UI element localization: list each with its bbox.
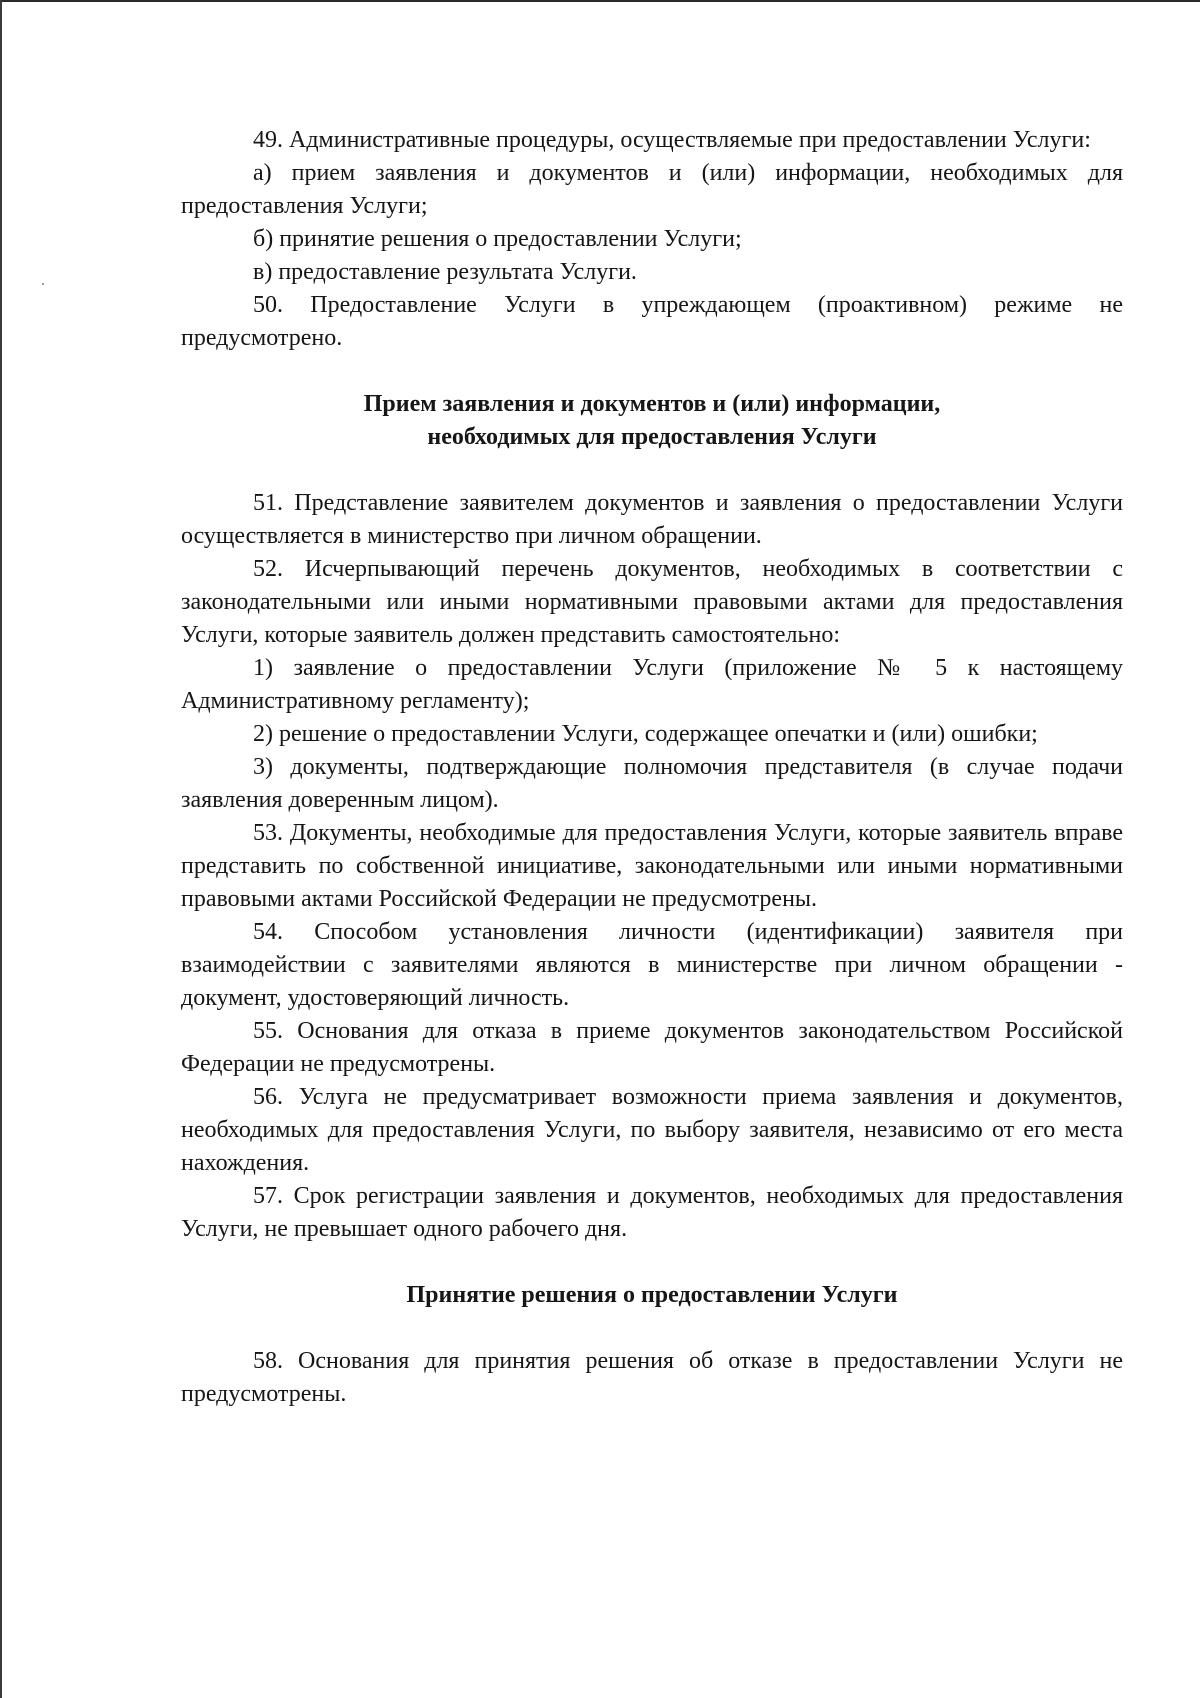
section-heading-application-receipt: [181, 388, 1123, 454]
paragraph-58: 58. Основания для принятия решения об отказе в предоставлении Услуги не предусмотрены.: [181, 1348, 1123, 1407]
scan-edge-left: [0, 0, 2, 1698]
paragraph-52-item-2: 2) решение о предоставлении Услуги, содержащее опечатки и (или) ошибки;: [253, 721, 1038, 747]
paragraph-49: 49. Административные процедуры, осуществляемые при предоставлении Услуги:: [253, 127, 1091, 153]
section-heading-line-1: Прием заявления и документов и (или) информации,: [363, 391, 941, 417]
paragraph-52-item-1: 1) заявление о предоставлении Услуги (приложение № 5 к настоящему Административному регламенту);: [181, 655, 1123, 714]
paragraph-53: 53. Документы, необходимые для предоставления Услуги, которые заявитель вправе представить по собственной инициативе, законодательными или иными нормативными правовыми актами Российской Федерации не предусмотрены.: [181, 820, 1123, 912]
paragraph-55: 55. Основания для отказа в приеме документов законодательством Российской Федерации не предусмотрены.: [181, 1018, 1123, 1077]
paragraph-52: 52. Исчерпывающий перечень документов, необходимых в соответствии с законодательными или иными нормативными правовыми актами для предоставления Услуги, которые заявитель должен представить самостоятельно:: [181, 556, 1123, 648]
paragraph-56: 56. Услуга не предусматривает возможности приема заявления и документов, необходимых для предоставления Услуги, по выбору заявителя, независимо от его места нахождения.: [181, 1084, 1123, 1176]
scan-edge-top: [0, 0, 1200, 2]
paragraph-52-item-3: 3) документы, подтверждающие полномочия представителя (в случае подачи заявления доверенным лицом).: [181, 754, 1123, 813]
paragraph-51: 51. Представление заявителем документов и заявления о предоставлении Услуги осуществляется в министерство при личном обращении.: [181, 490, 1123, 549]
document-body: [181, 124, 1123, 1411]
paragraph-49-c: в) предоставление результата Услуги.: [253, 259, 637, 285]
section-heading-line-2: необходимых для предоставления Услуги: [427, 424, 877, 450]
paragraph-50: 50. Предоставление Услуги в упреждающем (проактивном) режиме не предусмотрено.: [181, 292, 1123, 351]
scan-speck: [42, 283, 44, 285]
paragraph-57: 57. Срок регистрации заявления и документов, необходимых для предоставления Услуги, не превышает одного рабочего дня.: [181, 1183, 1123, 1242]
section-heading-decision: Принятие решения о предоставлении Услуги: [406, 1282, 898, 1308]
paragraph-49-a: а) прием заявления и документов и (или) информации, необходимых для предоставления Услуги;: [181, 160, 1123, 219]
paragraph-49-b: б) принятие решения о предоставлении Услуги;: [253, 226, 742, 252]
paragraph-54: 54. Способом установления личности (идентификации) заявителя при взаимодействии с заявителями являются в министерстве при личном обращении - документ, удостоверяющий личность.: [181, 919, 1123, 1011]
